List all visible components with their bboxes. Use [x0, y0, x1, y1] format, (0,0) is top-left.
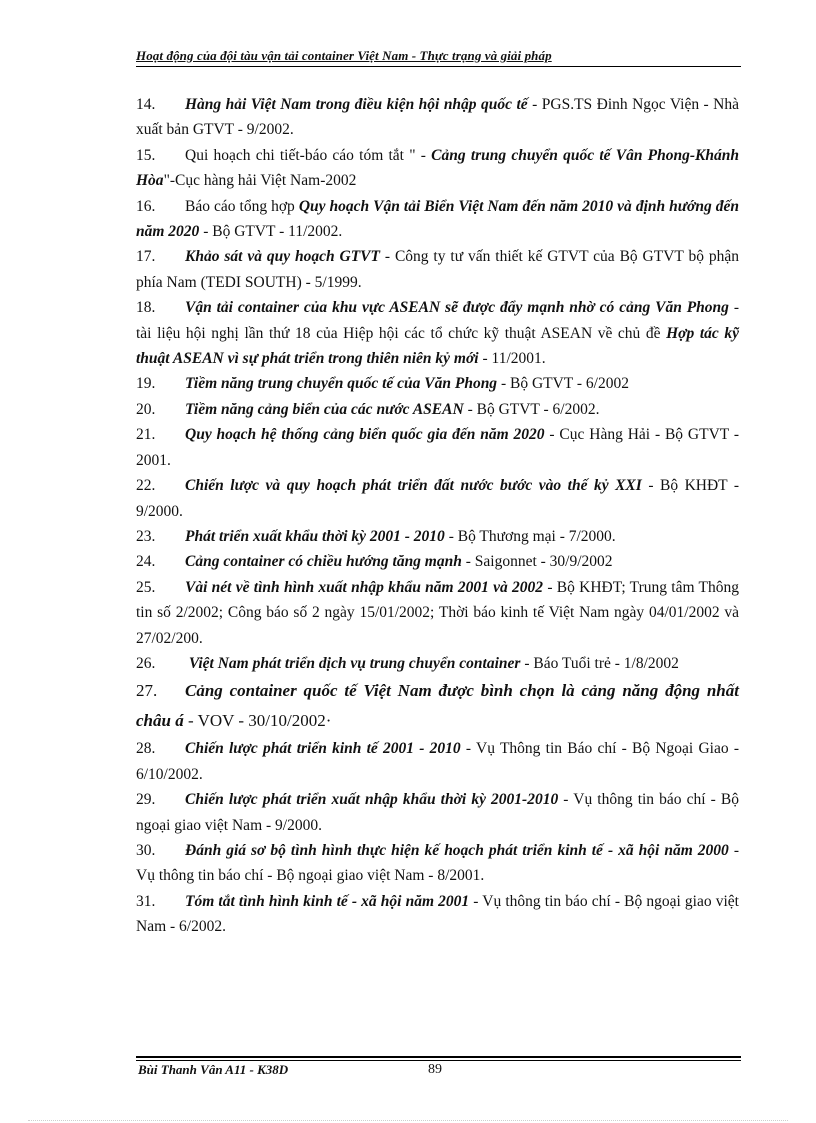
reference-detail: - Báo Tuổi trẻ - 1/8/2002 [520, 654, 679, 672]
reference-number: 24. [136, 553, 156, 571]
reference-detail: - Công ty tư vấn thiết kế GTVT của Bộ GTVT bộ phận phía Nam (TEDI SOUTH) - 5/1999. [136, 248, 740, 291]
reference-number: 27. [136, 681, 158, 701]
reference-number: 19. [136, 375, 156, 393]
page-number: 89 [428, 1062, 442, 1077]
reference-detail: - Vụ thông tin báo chí - Bộ ngoại giao việt Nam - 6/2002. [136, 892, 739, 936]
reference-number: 15. [136, 146, 156, 164]
reference-item [136, 397, 739, 422]
reference-title: Đánh giá sơ bộ tình hình thực hiện kế hoạch phát triển kinh tế - xã hội năm 2000 [185, 841, 729, 859]
reference-item [136, 787, 739, 838]
running-header: Hoạt động của đội tàu vận tải container Việt Nam - Thực trạng và giải pháp [136, 48, 552, 63]
reference-item [136, 295, 739, 371]
reference-title: Quy hoạch hệ thống cảng biển quốc gia đến năm 2020 [185, 426, 545, 444]
reference-title: Vận tải container của khu vực ASEAN sẽ được đẩy mạnh nhờ có cảng Văn Phong [185, 299, 729, 317]
reference-detail: - Vụ thông tin báo chí - Bộ ngoại giao việt Nam - 9/2000. [136, 791, 739, 834]
reference-item [136, 143, 739, 194]
reference-title: Phát triển xuất khẩu thời kỳ 2001 - 2010 [185, 527, 445, 545]
reference-detail: - Bộ GTVT - 11/2002. [199, 223, 343, 241]
reference-number: 14. [136, 96, 156, 113]
reference-title: Quy hoạch Vận tải Biển Việt Nam đến năm 2010 và định hướng đến năm 2020 [136, 197, 739, 241]
reference-item [136, 736, 739, 787]
reference-item [136, 473, 739, 524]
reference-detail: - Bộ GTVT - 6/2002. [463, 400, 600, 418]
reference-number: 29. [136, 791, 156, 809]
reference-number: 31. [136, 892, 156, 910]
reference-item [136, 524, 739, 549]
reference-item [136, 651, 739, 676]
footer-rule-thick [136, 1056, 741, 1058]
reference-title: Hợp tác kỹ thuật ASEAN vì sự phát triển trong thiên niên kỷ mới [136, 324, 739, 368]
reference-item [136, 549, 739, 574]
reference-item [136, 422, 739, 473]
reference-number: 20. [136, 400, 156, 418]
reference-number: 18. [136, 299, 156, 317]
reference-number: 22. [136, 477, 156, 495]
reference-title: Hàng hải Việt Nam trong điều kiện hội nhập quốc tế [185, 96, 528, 113]
reference-detail: - Saigonnet - 30/9/2002 [461, 553, 613, 571]
reference-number: 16. [136, 197, 156, 215]
reference-item [136, 838, 739, 889]
reference-title: Vài nét về tình hình xuất nhập khẩu năm 2001 và 2002 [185, 578, 544, 596]
reference-title: Chiến lược và quy hoạch phát triển đất nước bước vào thế kỷ XXI [185, 477, 642, 495]
reference-detail: - PGS.TS Đinh Ngọc Viện - Nhà xuất bản GTVT - 9/2002. [136, 96, 739, 139]
reference-detail: - Bộ KHĐT; Trung tâm Thông tin số 2/2002; Công báo số 2 ngày 15/01/2002; Thời báo kinh tế Việt Nam ngày 04/01/2002 và 27/02/200. [136, 578, 739, 647]
reference-title: Chiến lược phát triển xuất nhập khẩu thời kỳ 2001-2010 [185, 791, 559, 809]
footer-author: Bùi Thanh Vân A11 - K38D [138, 1062, 289, 1077]
reference-item [136, 575, 739, 651]
reference-item [136, 889, 739, 940]
reference-item [136, 244, 739, 295]
reference-number: 25. [136, 578, 156, 596]
reference-title: Khảo sát và quy hoạch GTVT [185, 248, 380, 266]
reference-detail: - Bộ Thương mại - 7/2000. [444, 527, 616, 545]
reference-title: Tóm tắt tình hình kinh tế - xã hội năm 2001 [185, 892, 470, 910]
reference-number: 30. [136, 841, 156, 859]
reference-detail: - Bộ KHĐT - 9/2000. [136, 477, 739, 520]
reference-number: 23. [136, 527, 156, 545]
reference-number: 26. [136, 654, 156, 672]
reference-detail: Qui hoạch chi tiết-báo cáo tóm tắt " - [185, 146, 432, 164]
reference-detail: "-Cục hàng hải Việt Nam-2002 [163, 172, 357, 190]
reference-title: Chiến lược phát triển kinh tế 2001 - 2010 [185, 740, 461, 758]
reference-title: Cảng trung chuyển quốc tế Vân Phong-Khánh Hòa [136, 146, 739, 190]
reference-item [136, 676, 739, 736]
reference-item [136, 371, 739, 396]
reference-title: Việt Nam phát triển dịch vụ trung chuyển container [185, 654, 521, 672]
reference-item [136, 92, 739, 143]
reference-title: Cảng container quốc tế Việt Nam được bình chọn là cảng năng động nhất châu á [136, 681, 739, 731]
reference-detail: - Vụ Thông tin Báo chí - Bộ Ngoại Giao - 6/10/2002. [136, 740, 740, 783]
reference-number: 21. [136, 426, 156, 444]
reference-title: Tiềm năng cảng biển của các nước ASEAN [185, 400, 464, 418]
reference-title: Tiềm năng trung chuyển quốc tế của Văn Phong [185, 375, 498, 393]
reference-detail: - Bộ GTVT - 6/2002 [497, 375, 629, 393]
reference-detail: - Vụ thông tin báo chí - Bộ ngoại giao việt Nam - 8/2001. [136, 841, 739, 885]
reference-detail: Báo cáo tổng hợp [185, 197, 299, 215]
footer-rule-thin [136, 1060, 741, 1061]
reference-detail: - Cục Hàng Hải - Bộ GTVT - 2001. [136, 426, 739, 469]
reference-number: 17. [136, 248, 156, 266]
page-edge-dotted-line [28, 1120, 788, 1121]
reference-detail: - VOV - 30/10/2002· [183, 711, 332, 731]
header-rule [136, 66, 741, 67]
reference-number: 28. [136, 740, 156, 758]
reference-detail: - 11/2001. [478, 350, 546, 368]
reference-item [136, 194, 739, 245]
reference-detail: - tài liệu hội nghị lần thứ 18 của Hiệp hội các tổ chức kỹ thuật ASEAN về chủ đề [136, 299, 739, 342]
reference-list [136, 92, 739, 940]
reference-title: Cảng container có chiều hướng tăng mạnh [185, 553, 462, 571]
